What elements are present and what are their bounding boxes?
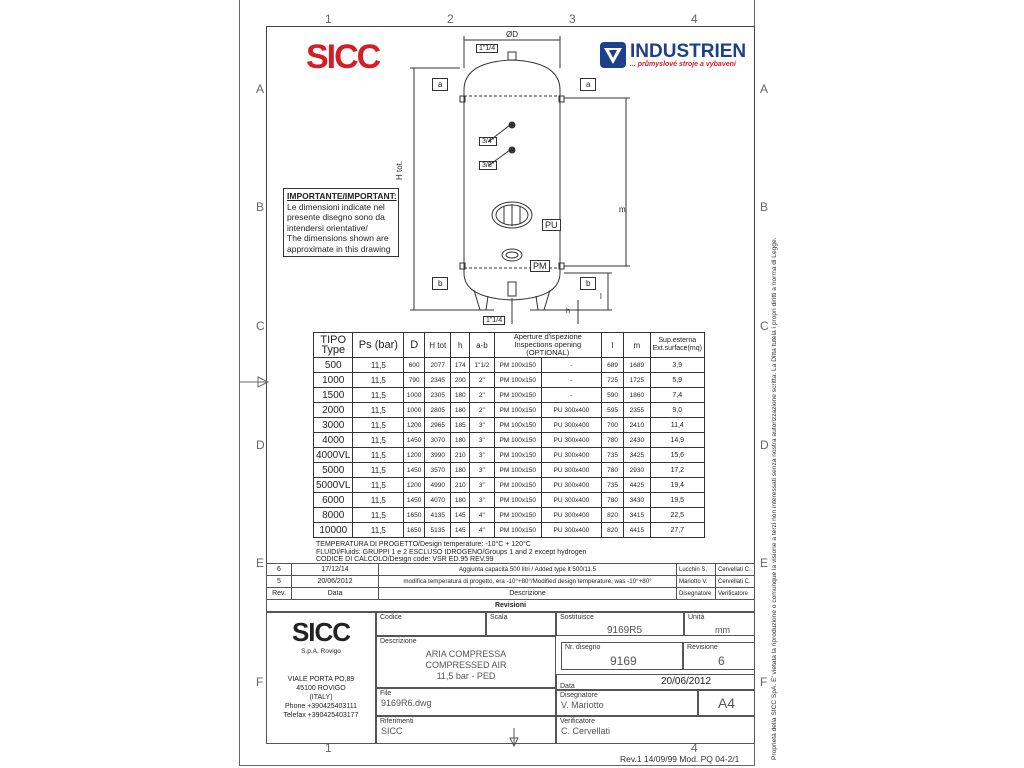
unita-value: mm <box>715 625 730 635</box>
spec-table-row <box>314 433 705 448</box>
tb-verificatore <box>556 716 755 744</box>
cell-ab: 3" <box>470 463 495 478</box>
cell-h: 174 <box>451 358 470 373</box>
tb-codice <box>376 612 486 636</box>
sostituisce-value: 9169R5 <box>607 625 643 636</box>
descrizione-label: Descrizione <box>380 638 417 645</box>
row-mark-d-left: D <box>256 438 265 452</box>
cell-l: 689 <box>601 358 623 373</box>
rev-head-rev: Rev. <box>267 588 292 600</box>
cell-htot: 3990 <box>425 448 451 463</box>
cell-d: 1000 <box>404 388 425 403</box>
cell-m: 1725 <box>624 373 650 388</box>
cell-pu: - <box>541 373 601 388</box>
cell-ab: 3" <box>470 448 495 463</box>
cell-tipo: 4000 <box>314 433 353 448</box>
cell-h: 210 <box>451 478 470 493</box>
pu-label: PU <box>542 219 561 231</box>
scala-label: Scala <box>490 614 508 621</box>
note-line: Le dimensioni indicate nel <box>287 201 385 212</box>
revision-head-row <box>267 588 755 600</box>
sostituisce-label: Sostituisce <box>560 614 594 621</box>
cell-ps: 11,5 <box>353 493 404 508</box>
rev-designer: Lucchin S. <box>677 564 716 576</box>
cell-l: 780 <box>601 463 623 478</box>
cell-m: 3430 <box>624 493 650 508</box>
spec-table-row <box>314 508 705 523</box>
cell-pm: PM 100x150 <box>494 463 541 478</box>
cell-pm: PM 100x150 <box>494 358 541 373</box>
cell-sup: 15,6 <box>650 448 704 463</box>
row-mark-e-right: E <box>760 556 769 570</box>
diameter-label: ØD <box>506 30 518 39</box>
tb-descrizione <box>376 636 556 688</box>
col-mark-2: 2 <box>447 12 454 26</box>
cell-h: 185 <box>451 418 470 433</box>
disegnatore-value: V. Mariotto <box>561 700 604 710</box>
cell-h: 180 <box>451 463 470 478</box>
cell-ps: 11,5 <box>353 463 404 478</box>
cell-h: 180 <box>451 493 470 508</box>
formato-value: A4 <box>717 695 736 711</box>
cell-pm: PM 100x150 <box>494 433 541 448</box>
descrizione-value <box>377 649 555 682</box>
cell-tipo: 10000 <box>314 523 353 538</box>
cell-sup: 9,0 <box>650 403 704 418</box>
cell-ab: 4" <box>470 523 495 538</box>
cell-m: 1860 <box>624 388 650 403</box>
fitting-b-left: b <box>432 277 448 290</box>
riferimenti-value: SICC <box>381 726 403 736</box>
cell-htot: 3570 <box>425 463 451 478</box>
cell-tipo: 1000 <box>314 373 353 388</box>
desc-line: COMPRESSED AIR <box>425 660 507 670</box>
cell-ab: 3" <box>470 493 495 508</box>
cell-ps: 11,5 <box>353 388 404 403</box>
row-mark-e-left: E <box>256 556 265 570</box>
cell-pm: PM 100x150 <box>494 388 541 403</box>
col-mark-bottom-1: 1 <box>325 741 332 755</box>
th-ps: Ps (bar) <box>353 333 404 358</box>
cell-pm: PM 100x150 <box>494 418 541 433</box>
footnote-temperature: TEMPERATURA DI PROGETTO/Design temperature: -10°C + 120°C <box>316 541 531 548</box>
col-mark-bottom-4: 4 <box>691 741 698 755</box>
cell-ps: 11,5 <box>353 433 404 448</box>
cell-h: 145 <box>451 508 470 523</box>
cell-ps: 11,5 <box>353 373 404 388</box>
col-mark-1: 1 <box>325 12 332 26</box>
th-m: m <box>624 333 650 358</box>
cell-m: 1689 <box>624 358 650 373</box>
cell-ab: 3" <box>470 478 495 493</box>
important-note <box>283 188 399 257</box>
desc-line: 11,5 bar - PED <box>436 671 496 681</box>
cell-h: 180 <box>451 403 470 418</box>
cell-pu: - <box>541 388 601 403</box>
cell-pm: PM 100x150 <box>494 403 541 418</box>
cell-l: 700 <box>601 418 623 433</box>
cell-ab: 2" <box>470 403 495 418</box>
cell-pu: PU 300x400 <box>541 463 601 478</box>
cell-htot: 4135 <box>425 508 451 523</box>
cell-d: 1200 <box>404 418 425 433</box>
cell-d: 1200 <box>404 478 425 493</box>
spec-table-row <box>314 418 705 433</box>
cell-pm: PM 100x150 <box>494 493 541 508</box>
cell-ab: 3" <box>470 418 495 433</box>
spec-table-row <box>314 448 705 463</box>
ndisegno-value: 9169 <box>610 654 637 668</box>
rev-head-desc: Descrizione <box>379 588 677 600</box>
footnote-code: CODICE DI CALCOLO/Design code: VSR ED.95 REV.99 <box>316 556 494 563</box>
cell-d: 1450 <box>404 433 425 448</box>
cell-tipo: 4000VL <box>314 448 353 463</box>
rev-description: modifica temperatura di progetto, era -10°+80°/Modified design temperature, was -10°+80° <box>379 576 677 588</box>
cell-tipo: 3000 <box>314 418 353 433</box>
industrien-name: INDUSTRIEN <box>630 41 747 62</box>
cell-ab: 3" <box>470 433 495 448</box>
th-d: D <box>404 333 425 358</box>
cell-d: 790 <box>404 373 425 388</box>
row-mark-b-right: B <box>760 200 769 214</box>
tb-file <box>376 688 556 716</box>
rev-date: 17/12/14 <box>292 564 379 576</box>
cell-l: 780 <box>601 433 623 448</box>
tb-revisione <box>683 642 755 670</box>
data-label: Data <box>560 683 575 690</box>
cell-d: 600 <box>404 358 425 373</box>
revisione-value: 6 <box>718 654 725 668</box>
row-mark-a-right: A <box>760 82 769 96</box>
cell-l: 780 <box>601 493 623 508</box>
form-footer: Rev.1 14/09/99 Mod. PQ 04-2/1 <box>620 754 740 764</box>
verificatore-value: C. Cervellati <box>561 726 611 736</box>
rev-verifier: Cervellati C. <box>716 576 755 588</box>
tb-unita <box>684 612 755 636</box>
tb-riferimenti <box>376 716 556 744</box>
codice-label: Codice <box>380 614 402 621</box>
tb-formato <box>698 690 755 716</box>
industrien-tagline: ... průmyslové stroje a vybavení <box>630 61 736 68</box>
th-ab: a-b <box>470 333 495 358</box>
cell-htot: 2805 <box>425 403 451 418</box>
cell-m: 4415 <box>624 523 650 538</box>
unita-label: Unità <box>688 614 705 621</box>
cell-ps: 11,5 <box>353 403 404 418</box>
cell-tipo: 2000 <box>314 403 353 418</box>
cell-sup: 19,5 <box>650 493 704 508</box>
rev-description: Aggiunta capacità 500 litri / Added type lt 500/11.5 <box>379 564 677 576</box>
bottom-fitting-label: 1"1/4 <box>483 316 505 325</box>
tb-disegnatore <box>556 690 698 716</box>
cell-sup: 11,4 <box>650 418 704 433</box>
row-mark-c-left: C <box>256 319 265 333</box>
sicc-logo: SICC <box>306 38 380 76</box>
riferimenti-label: Riferimenti <box>380 718 414 725</box>
cell-pm: PM 100x150 <box>494 523 541 538</box>
address-line: 45100 ROVIGO <box>296 685 346 692</box>
footnote-fluids: FLUIDI/Fluids: GRUPPI 1 e 2 ESCLUSO IDROGENO/Groups 1 and 2 except hydrogen <box>316 548 587 556</box>
cell-pm: PM 100x150 <box>494 448 541 463</box>
cell-pu: PU 300x400 <box>541 418 601 433</box>
cell-l: 735 <box>601 448 623 463</box>
note-line: The dimensions shown are <box>287 233 389 243</box>
cell-pu: PU 300x400 <box>541 478 601 493</box>
tb-sostituisce <box>556 612 684 636</box>
cell-tipo: 6000 <box>314 493 353 508</box>
rev-head-dis: Disegnatore <box>677 588 716 600</box>
cell-ps: 11,5 <box>353 358 404 373</box>
cell-ps: 11,5 <box>353 523 404 538</box>
tb-ndisegno <box>561 642 683 670</box>
cell-htot: 4070 <box>425 493 451 508</box>
rev-number: 6 <box>267 564 292 576</box>
cell-sup: 14,9 <box>650 433 704 448</box>
cell-pu: PU 300x400 <box>541 403 601 418</box>
cell-l: 820 <box>601 523 623 538</box>
revisione-label: Revisione <box>687 644 718 651</box>
cell-l: 820 <box>601 508 623 523</box>
fitting-a-right: a <box>580 78 596 91</box>
cell-d: 1650 <box>404 523 425 538</box>
cell-tipo: 8000 <box>314 508 353 523</box>
address-line: VIALE PORTA PO,89 <box>287 676 355 683</box>
th-l: l <box>601 333 623 358</box>
revisions-table <box>266 563 755 612</box>
l-label: l <box>600 292 602 301</box>
cell-ab: 2" <box>470 373 495 388</box>
cell-ps: 11,5 <box>353 448 404 463</box>
col-mark-3: 3 <box>569 12 576 26</box>
title-block-company <box>266 612 376 744</box>
th-sup: Sup.esterna Ext.surface(mq) <box>650 333 704 358</box>
address-line: (ITALY) <box>309 694 333 701</box>
cell-m: 3425 <box>624 448 650 463</box>
cell-h: 200 <box>451 373 470 388</box>
m-label: m <box>619 205 626 214</box>
company-logo: SICC <box>291 617 351 647</box>
cell-htot: 2345 <box>425 373 451 388</box>
note-line: intendersi orientative/ <box>287 222 368 233</box>
revision-row <box>267 564 755 576</box>
cell-htot: 2077 <box>425 358 451 373</box>
cell-d: 1650 <box>404 508 425 523</box>
th-htot: H tot <box>425 333 451 358</box>
cell-d: 1450 <box>404 493 425 508</box>
cell-m: 2355 <box>624 403 650 418</box>
cell-tipo: 5000 <box>314 463 353 478</box>
th-tipo: TIPO Type <box>314 333 353 358</box>
cell-ps: 11,5 <box>353 478 404 493</box>
cell-h: 210 <box>451 448 470 463</box>
cell-d: 1000 <box>404 403 425 418</box>
cell-h: 180 <box>451 433 470 448</box>
cell-tipo: 5000VL <box>314 478 353 493</box>
row-mark-c-right: C <box>760 319 769 333</box>
tb-scala <box>486 612 556 636</box>
cell-pm: PM 100x150 <box>494 373 541 388</box>
cell-ab: 1"1/2 <box>470 358 495 373</box>
cell-ps: 11,5 <box>353 418 404 433</box>
spec-table-row <box>314 523 705 538</box>
cell-m: 2430 <box>624 433 650 448</box>
th-h: h <box>451 333 470 358</box>
cell-htot: 4990 <box>425 478 451 493</box>
spec-table-header <box>314 333 705 358</box>
fitting-38-label: 3/8" <box>479 161 497 170</box>
cell-htot: 2305 <box>425 388 451 403</box>
cell-d: 1200 <box>404 448 425 463</box>
cell-m: 2930 <box>624 463 650 478</box>
revision-row <box>267 576 755 588</box>
spec-table <box>313 332 705 538</box>
cell-d: 1450 <box>404 463 425 478</box>
cell-ab: 4" <box>470 508 495 523</box>
spec-table-row <box>314 358 705 373</box>
fitting-34-label: 3/4" <box>479 137 497 146</box>
spec-table-row <box>314 478 705 493</box>
cell-pu: PU 300x400 <box>541 433 601 448</box>
cell-htot: 2965 <box>425 418 451 433</box>
desc-line: ARIA COMPRESSA <box>425 649 507 659</box>
th-aperture: Aperture d'ispezione Inspections opening (OPTIONAL) <box>494 333 601 358</box>
ndisegno-label: Nr. disegno <box>565 644 601 651</box>
spec-table-row <box>314 403 705 418</box>
row-mark-f-right: F <box>760 675 768 689</box>
cell-sup: 7,4 <box>650 388 704 403</box>
cell-htot: 3070 <box>425 433 451 448</box>
cell-ab: 2" <box>470 388 495 403</box>
spec-table-row <box>314 493 705 508</box>
cell-sup: 3,9 <box>650 358 704 373</box>
cell-ps: 11,5 <box>353 508 404 523</box>
rev-verifier: Cervellati C. <box>716 564 755 576</box>
cell-tipo: 1500 <box>314 388 353 403</box>
spec-table-row <box>314 388 705 403</box>
file-label: File <box>380 690 392 697</box>
cell-pm: PM 100x150 <box>494 508 541 523</box>
rev-designer: Mariotto V. <box>677 576 716 588</box>
side-copyright: Proprietà della SICC SpA. E' vietata la riproduzione o comunque la visione a terzi non interessati senza nostra autorizzazione scritta. La Ditta tutela i propri diritti a norma di Legge. <box>771 237 778 760</box>
cell-sup: 17,2 <box>650 463 704 478</box>
revisions-title: Revisioni <box>267 600 755 612</box>
company-sub: S.p.A. Rovigo <box>301 648 341 655</box>
top-fitting-label: 1"1/4 <box>476 44 498 53</box>
spec-footnotes <box>316 541 586 564</box>
cell-tipo: 500 <box>314 358 353 373</box>
fitting-b-right: b <box>580 277 596 290</box>
cell-sup: 5,9 <box>650 373 704 388</box>
file-value: 9169R6.dwg <box>381 698 432 708</box>
centering-arrow-icon <box>240 376 270 388</box>
spec-table-row <box>314 463 705 478</box>
h-label: h <box>566 308 570 315</box>
rev-date: 20/06/2012 <box>292 576 379 588</box>
fitting-a-left: a <box>432 78 448 91</box>
cell-l: 595 <box>601 403 623 418</box>
cell-l: 725 <box>601 373 623 388</box>
cell-pm: PM 100x150 <box>494 478 541 493</box>
spec-table-row <box>314 373 705 388</box>
cell-htot: 5135 <box>425 523 451 538</box>
center-mark-icon <box>508 728 520 748</box>
col-mark-4: 4 <box>691 12 698 26</box>
tb-data <box>556 674 755 690</box>
cell-sup: 22,5 <box>650 508 704 523</box>
note-title: IMPORTANTE/IMPORTANT: <box>287 191 397 201</box>
note-line: presente disegno sono da <box>287 212 385 222</box>
company-address <box>267 675 375 720</box>
address-line: Phone +390425403111 <box>285 703 357 710</box>
cell-sup: 27,7 <box>650 523 704 538</box>
verificatore-label: Verificatore <box>560 718 596 725</box>
cell-m: 3415 <box>624 508 650 523</box>
rev-number: 5 <box>267 576 292 588</box>
cell-h: 145 <box>451 523 470 538</box>
cell-m: 4425 <box>624 478 650 493</box>
cell-l: 590 <box>601 388 623 403</box>
cell-pu: PU 300x400 <box>541 523 601 538</box>
cell-l: 735 <box>601 478 623 493</box>
address-line: Telefax +390425403177 <box>283 712 359 719</box>
cell-pu: - <box>541 358 601 373</box>
rev-head-data: Data <box>292 588 379 600</box>
row-mark-f-left: F <box>256 675 264 689</box>
pm-label: PM <box>530 260 550 272</box>
row-mark-d-right: D <box>760 438 769 452</box>
cell-pu: PU 300x400 <box>541 448 601 463</box>
note-line: approximate in this drawing <box>287 243 391 254</box>
cell-pu: PU 300x400 <box>541 493 601 508</box>
cell-pu: PU 300x400 <box>541 508 601 523</box>
cell-sup: 19,4 <box>650 478 704 493</box>
disegnatore-label: Disegnatore <box>560 692 598 699</box>
row-mark-b-left: B <box>256 200 265 214</box>
data-value: 20/06/2012 <box>661 676 712 687</box>
cell-h: 180 <box>451 388 470 403</box>
rev-head-ver: Verificatore <box>716 588 755 600</box>
cell-m: 2410 <box>624 418 650 433</box>
row-mark-a-left: A <box>256 82 265 96</box>
htot-label: H tot. <box>395 160 404 180</box>
